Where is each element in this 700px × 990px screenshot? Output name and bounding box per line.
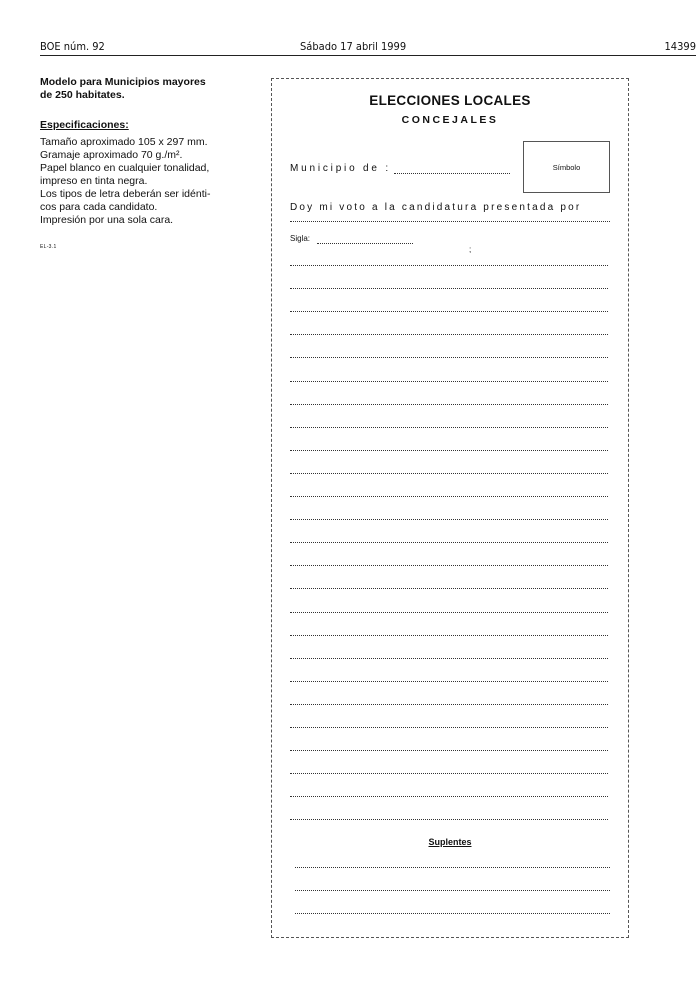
suplentes-heading: Suplentes [428,837,472,847]
page-header [40,40,696,56]
publication-date: Sábado 17 abril 1999 [300,40,407,53]
candidate-line [290,357,608,358]
symbol-label: Símbolo [552,162,581,172]
candidate-line [290,496,608,497]
suplente-line [295,913,610,914]
municipio-field [394,173,510,174]
candidate-line [290,334,608,335]
candidate-line [290,473,608,474]
stray-mark: ; [469,245,472,254]
ballot-title: ELECCIONES LOCALES [369,93,531,108]
candidate-line [290,635,608,636]
spec-line: Gramaje aproximado 70 g./m². [40,149,183,161]
candidature-field [290,221,610,222]
candidate-line [290,588,608,589]
candidate-line [290,819,608,820]
candidate-line [290,658,608,659]
candidate-line [290,704,608,705]
candidate-line [290,727,608,728]
symbol-box [523,141,610,193]
candidate-line [290,796,608,797]
candidate-line [290,681,608,682]
candidate-line [290,311,608,312]
candidate-line [290,542,608,543]
model-title-line-1: Modelo para Municipios mayores [40,76,206,88]
spec-line: Impresión por una sola cara. [40,214,174,226]
spec-line: cos para cada candidato. [40,201,158,213]
sigla-label: Sigla: [290,234,311,243]
candidate-line [290,565,608,566]
candidate-line [290,404,608,405]
model-title [40,76,260,102]
candidate-line [290,450,608,451]
specifications-heading: Especificaciones: [40,119,129,131]
candidate-line [290,612,608,613]
spec-line: Papel blanco en cualquier tonalidad, [40,162,210,174]
spec-line: Los tipos de letra deberán ser idénti- [40,188,211,200]
spec-line: impreso en tinta negra. [40,175,148,187]
specifications-panel [40,76,260,254]
ballot-form [271,78,629,938]
sigla-field [317,243,413,244]
page-number: 14399 [664,40,696,53]
vote-statement: Doy mi voto a la candidatura presentada por [290,202,582,213]
candidate-line [290,288,608,289]
candidate-line [290,381,608,382]
spec-line: Tamaño aproximado 105 x 297 mm. [40,136,208,148]
municipio-label: Municipio de : [290,163,391,174]
candidate-line [290,773,608,774]
model-code: EL-3.1 [40,244,57,250]
candidate-line [290,750,608,751]
model-title-line-2: de 250 habitates. [40,89,125,101]
candidate-line [290,519,608,520]
candidate-line [290,265,608,266]
suplente-line [295,890,610,891]
suplente-line [295,867,610,868]
journal-issue: BOE núm. 92 [40,40,105,53]
ballot-subtitle: CONCEJALES [401,114,499,126]
candidate-line [290,427,608,428]
